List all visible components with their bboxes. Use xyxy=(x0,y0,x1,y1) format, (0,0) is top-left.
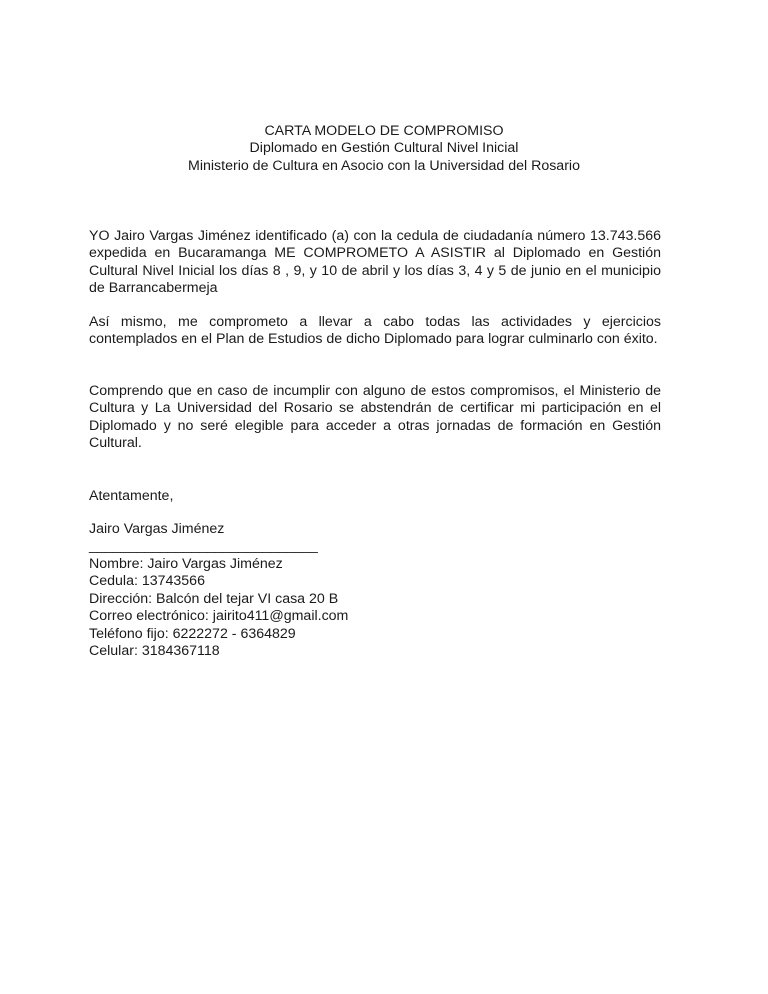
signature-name: Jairo Vargas Jiménez xyxy=(89,521,225,537)
noncompliance-paragraph: Comprendo que en caso de incumplir con alguno de estos compromisos, el Ministerio de Cultura y La Universidad del Rosario se abstendrán de certificar mi participación en el Diplomado y no seré elegible para acceder a otras jornadas de formación en Gestión Cultural. xyxy=(89,383,661,452)
signature-line: _____________________________ xyxy=(89,538,318,554)
detail-telefono: Teléfono fijo: 6222272 - 6364829 xyxy=(89,625,296,642)
detail-nombre: Nombre: Jairo Vargas Jiménez xyxy=(89,556,283,572)
detail-cedula: Cedula: 13743566 xyxy=(89,573,205,590)
detail-direccion: Dirección: Balcón del tejar VI casa 20 B xyxy=(89,590,339,607)
letter-subtitle: Diplomado en Gestión Cultural Nivel Inicial xyxy=(249,140,519,157)
letter-header xyxy=(0,123,768,175)
activities-paragraph: Así mismo, me comprometo a llevar a cabo todas las actividades y ejercicios contemplados en el Plan de Estudios de dicho Diplomado para lograr culminarlo con éxito. xyxy=(89,314,661,348)
commitment-paragraph: YO Jairo Vargas Jiménez identificado (a) con la cedula de ciudadanía número 13.743.566 expedida en Bucaramanga ME COMPROMETO A ASISTIR al Diplomado en Gestión Cultural Nivel Inicial los días 8 , 9, y 10 de abril y los días 3, 4 y 5 de junio en el municipio de Barrancabermeja xyxy=(89,228,661,297)
detail-celular: Celular: 3184367118 xyxy=(89,643,220,660)
letter-institution: Ministerio de Cultura en Asocio con la Universidad del Rosario xyxy=(188,157,580,174)
detail-correo: Correo electrónico: jairito411@gmail.com xyxy=(89,608,349,625)
letter-title: CARTA MODELO DE COMPROMISO xyxy=(264,123,504,139)
contact-details xyxy=(89,556,348,660)
closing-salutation: Atentamente, xyxy=(89,488,174,504)
